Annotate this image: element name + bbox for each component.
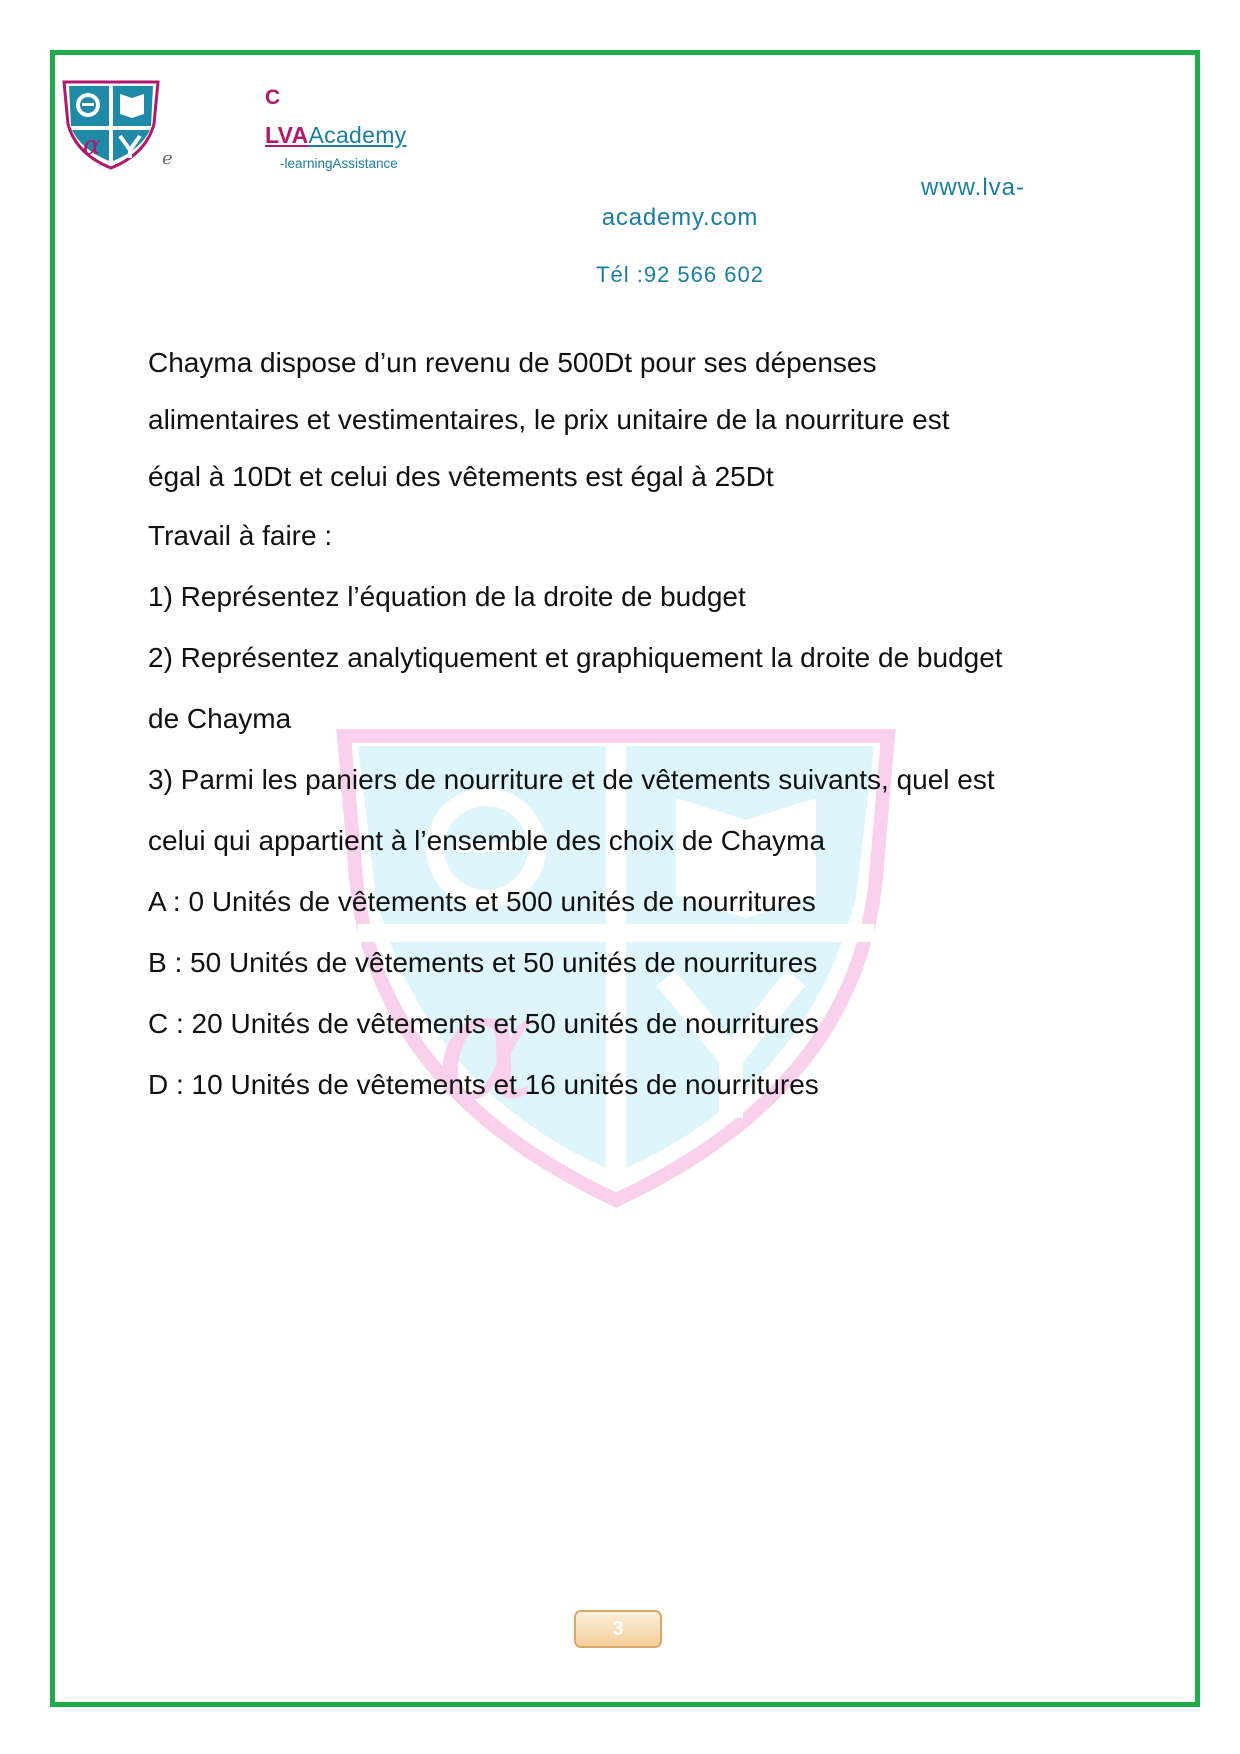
option-d: D : 10 Unités de vêtements et 16 unités de nourritures: [148, 1069, 819, 1100]
question-2-continued: de Chayma: [148, 703, 292, 734]
question-1: 1) Représentez l’équation de la droite de budget: [148, 581, 746, 612]
page-number-badge: 3: [574, 1610, 662, 1648]
website-line-1: www.lva-: [921, 174, 1026, 201]
text-line: alimentaires et vestimentaires, le prix unitaire de la nourriture est: [148, 404, 950, 435]
phone-number: Tél :92 566 602: [596, 262, 764, 287]
lva-academy-logo: [58, 78, 164, 170]
website-line-2: academy.com: [601, 204, 759, 231]
task-heading: Travail à faire :: [148, 520, 333, 551]
brand-initial: C: [265, 86, 281, 109]
brand-academy: Academy: [308, 122, 407, 148]
text-line: Chayma dispose d’un revenu de 500Dt pour ses dépenses: [148, 347, 877, 378]
brand-tagline: -learningAssistance: [280, 156, 398, 171]
logo-letter: e: [162, 148, 173, 169]
brand-name: [265, 122, 406, 149]
text-line: égal à 10Dt et celui des vêtements est égal à 25Dt: [148, 461, 774, 492]
question-3-continued: celui qui appartient à l’ensemble des choix de Chayma: [148, 825, 826, 856]
brand-lva: LVA: [265, 122, 309, 148]
svg-text:α: α: [83, 131, 101, 161]
question-3: 3) Parmi les paniers de nourriture et de vêtements suivants, quel est: [148, 764, 995, 795]
option-a: A : 0 Unités de vêtements et 500 unités de nourritures: [148, 886, 816, 917]
svg-text:α: α: [436, 960, 538, 1134]
question-2: 2) Représentez analytiquement et graphiquement la droite de budget: [148, 642, 1003, 673]
exercise-text: [148, 334, 1108, 1115]
option-b: B : 50 Unités de vêtements et 50 unités de nourritures: [148, 947, 818, 978]
option-c: C : 20 Unités de vêtements et 50 unités de nourritures: [148, 1008, 819, 1039]
